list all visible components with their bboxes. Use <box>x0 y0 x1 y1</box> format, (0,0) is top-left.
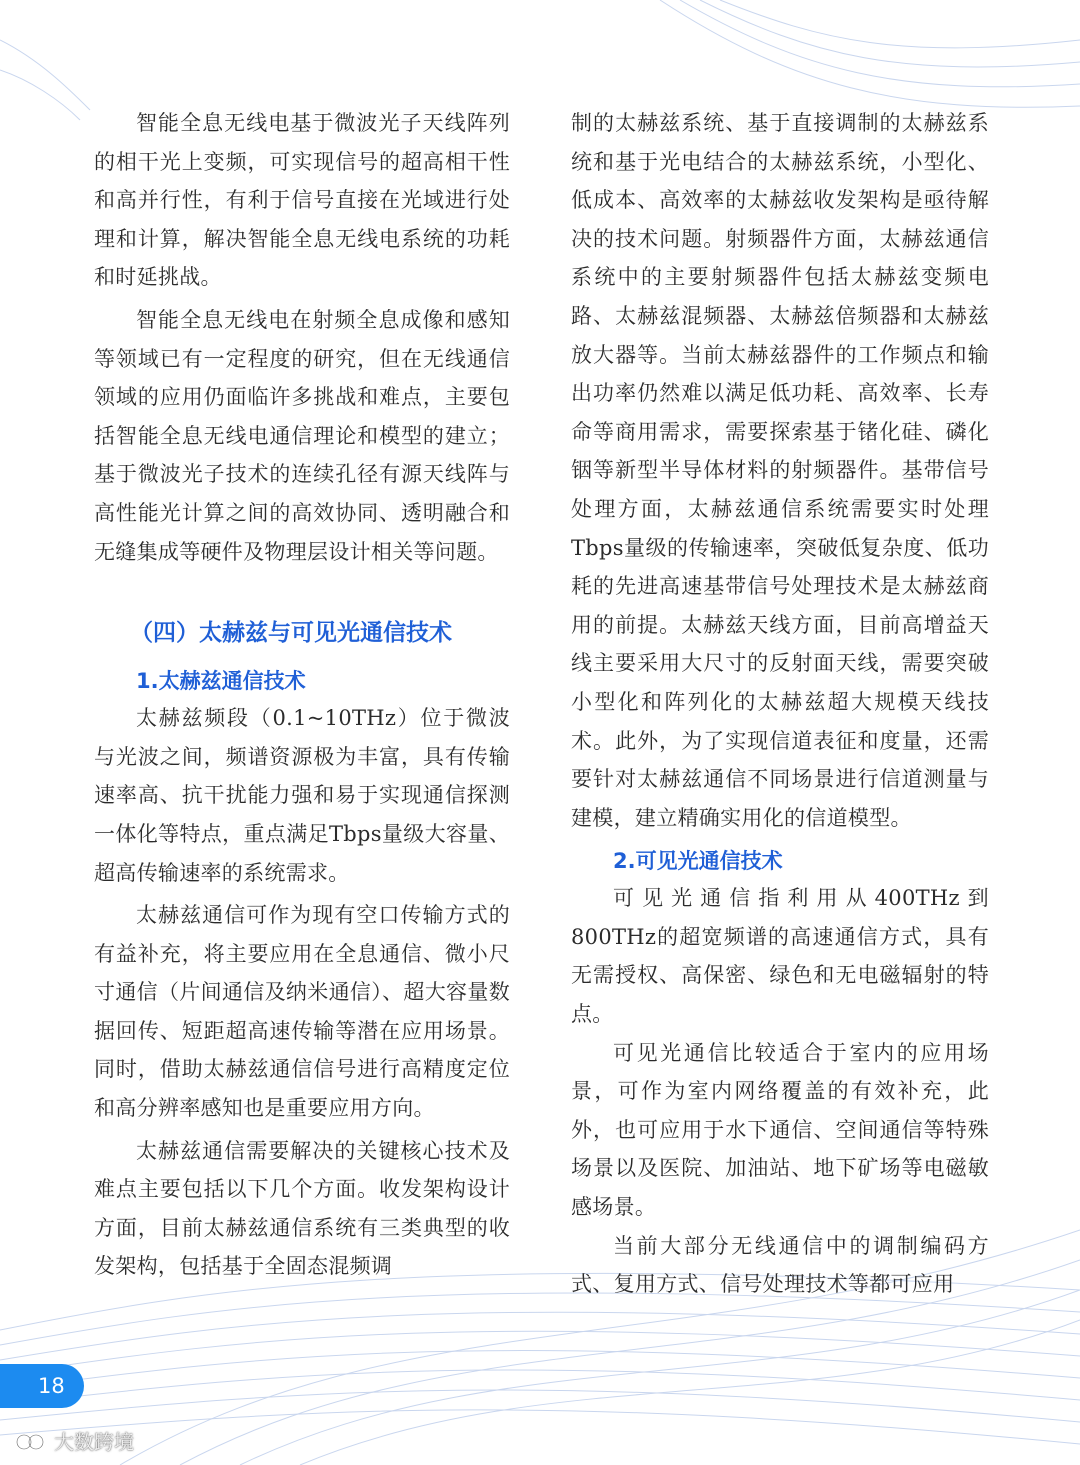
watermark-text: 大数跨境 <box>54 1430 134 1454</box>
body-paragraph: 当前大部分无线通信中的调制编码方式、复用方式、信号处理技术等都可应用 <box>571 1233 989 1297</box>
watermark-logo-icon <box>16 1430 48 1452</box>
page-number-badge: 18 <box>0 1364 84 1408</box>
body-paragraph: 太赫兹频段（0.1~10THz）位于微波与光波之间，频谱资源极为丰富，具有传输速率高、抗干扰能力强和易于实现通信探测一体化等特点，重点满足Tbps量级大容量、超高传输速率的系统需求。 <box>94 706 510 885</box>
section-title: （四）太赫兹与可见光通信技术 <box>130 620 452 647</box>
body-paragraph: 太赫兹通信需要解决的关键核心技术及难点主要包括以下几个方面。收发架构设计方面，目前太赫兹通信系统有三类典型的收发架构，包括基于全固态混频调 <box>94 1138 510 1279</box>
subsection-title: 1.太赫兹通信技术 <box>136 669 306 694</box>
subsection-title: 2.可见光通信技术 <box>613 849 783 874</box>
right-column <box>571 104 989 1304</box>
body-paragraph: 智能全息无线电基于微波光子天线阵列的相干光上变频，可实现信号的超高相干性和高并行性，有利于信号直接在光域进行处理和计算，解决智能全息无线电系统的功耗和时延挑战。 <box>94 111 510 290</box>
watermark <box>16 1426 134 1455</box>
body-paragraph: 可见光通信指利用从400THz到800THz的超宽频谱的高速通信方式，具有无需授权、高保密、绿色和无电磁辐射的特点。 <box>571 886 989 1027</box>
body-paragraph: 可见光通信比较适合于室内的应用场景，可作为室内网络覆盖的有效补充，此外，也可应用于水下通信、空间通信等特殊场景以及医院、加油站、地下矿场等电磁敏感场景。 <box>571 1040 989 1220</box>
body-paragraph: 智能全息无线电在射频全息成像和感知等领域已有一定程度的研究，但在无线通信领域的应用仍面临许多挑战和难点，主要包括智能全息无线电通信理论和模型的建立；基于微波光子技术的连续孔径有源天线阵与高性能光计算之间的高效协同、透明融合和无缝集成等硬件及物理层设计相关等问题。 <box>94 307 510 564</box>
left-column <box>94 104 510 1286</box>
body-paragraph-continued: 制的太赫兹系统、基于直接调制的太赫兹系统和基于光电结合的太赫兹系统，小型化、低成本、高效率的太赫兹收发架构是亟待解决的技术问题。射频器件方面，太赫兹通信系统中的主要射频器件包括太赫兹变频电路、太赫兹混频器、太赫兹倍频器和太赫兹放大器等。当前太赫兹器件的工作频点和输出功率仍然难以满足低功耗、高效率、长寿命等商用需求，需要探索基于锗化硅、磷化铟等新型半导体材料的射频器件。基带信号处理方面，太赫兹通信系统需要实时处理Tbps量级的传输速率，突破低复杂度、低功耗的先进高速基带信号处理技术是太赫兹商用的前提。太赫兹天线方面，目前高增益天线主要采用大尺寸的反射面天线，需要突破小型化和阵列化的太赫兹超大规模天线技术。此外，为了实现信道表征和度量，还需要针对太赫兹通信不同场景进行信道测量与建模，建立精确实用化的信道模型。 <box>571 111 989 830</box>
body-paragraph: 太赫兹通信可作为现有空口传输方式的有益补充，将主要应用在全息通信、微小尺寸通信（片间通信及纳米通信）、超大容量数据回传、短距超高速传输等潜在应用场景。同时，借助太赫兹通信信号进行高精度定位和高分辨率感知也是重要应用方向。 <box>94 903 510 1121</box>
